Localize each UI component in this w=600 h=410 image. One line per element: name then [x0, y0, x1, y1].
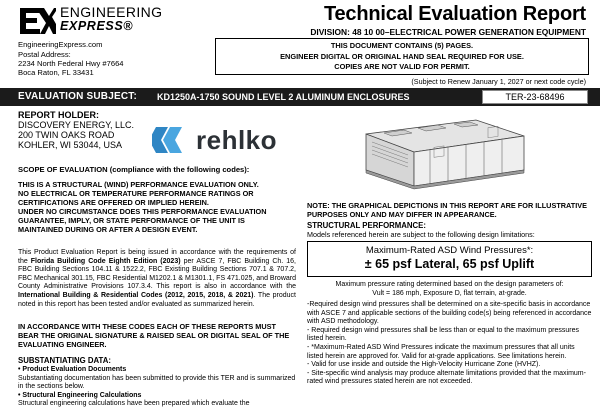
intro-text: per ASCE 7, FBC Building Ch. 16, FBC Building Sections 104.11 & 1522.2, FBC Existing Building Sections 707.1 & 707.2, FBC Mechanical 301.15, FBC Residential M1202.1 & M1301.1, FS 471.025, and Broward County Administrative Provisions 107.3.4. This report is also in accordance with the [18, 257, 296, 291]
enclosure-illustration [358, 112, 528, 192]
scope-line: THIS IS A STRUCTURAL (WIND) PERFORMANCE EVALUATION ONLY. [18, 180, 259, 189]
renewal-note: (Subject to Renew January 1, 2027 or next code cycle) [411, 77, 586, 86]
intro-code-name: Florida Building Code Eighth Edition (2023) [30, 257, 181, 265]
note-item: - Required design wind pressures shall be less than or equal to the maximum pressures listed herein. [307, 326, 579, 343]
substantiating-title: SUBSTANTIATING DATA: [18, 356, 111, 365]
holder-heading: REPORT HOLDER: [18, 110, 99, 120]
postal-label: Postal Address: [18, 50, 71, 59]
note-item: - Site-specific wind analysis may produce alternate limitations provided that the maximum-rated wind pressures stated herein are not exceeded. [307, 369, 586, 386]
scope-line: MAINTAINED DURING OR AFTER A DESIGN EVENT. [18, 225, 198, 234]
scope-line: CERTIFICATIONS ARE OFFERED OR IMPLIED HEREIN. [18, 198, 209, 207]
wind-pressure-label: Maximum-Rated ASD Wind Pressures*: [365, 245, 534, 256]
intro-text: This Product Evaluation Report is being issued in accordance with the requirements of the [18, 249, 296, 265]
basis-line: Maximum pressure rating determined based on the design parameters of: [335, 281, 564, 288]
note-item: - *Maximum-Rated ASD Wind Pressures indicate the maximum pressures that all units listed herein are approved for. Valid for at-grade applications. See limitations herein. [307, 343, 575, 360]
document-notice-box [215, 38, 589, 75]
holder-street: 200 TWIN OAKS ROAD [18, 130, 115, 140]
substantiating-list [18, 366, 296, 409]
substantiating-text: Substantiating documentation has been submitted to provide this TER and is summarized in the sections below. [18, 374, 296, 391]
address-line-2: Boca Raton, FL 33431 [18, 68, 94, 77]
scope-line: NO ELECTRICAL OR TEMPERATURE PERFORMANCE RATINGS OR [18, 189, 254, 198]
notice-line: THIS DOCUMENT CONTAINS (5) PAGES. [330, 41, 474, 50]
scope-statement [18, 180, 296, 234]
basis-line: Vult = 186 mph, Exposure D, flat terrain, at-grade. [372, 289, 527, 297]
scope-line: GUARANTEE, IMPLY, OR STATE PERFORMANCE OF THE UNIT IS [18, 216, 245, 225]
substantiating-item: • Product Evaluation Documents [18, 366, 127, 373]
substantiating-item: • Structural Engineering Calculations [18, 391, 142, 399]
note-item: - Valid for use inside and outside the High-Velocity Hurricane Zone (HVHZ). [307, 361, 541, 369]
note-item: -Required design wind pressures shall be determined on a site-specific basis in accordance with ASCE 7 and applicable sections of the building code(s) being referenced in accordance with ASD methodology. [307, 301, 592, 326]
subject-value: KD1250A-1750 SOUND LEVEL 2 ALUMINUM ENCLOSURES [157, 91, 410, 102]
graphic-disclaimer: NOTE: THE GRAPHICAL DEPICTIONS IN THIS REPORT ARE FOR ILLUSTRATIVE PURPOSES ONLY AND MAY DIFFER IN APPEARANCE. [307, 201, 587, 219]
website-link[interactable]: EngineeringExpress.com [18, 40, 103, 49]
performance-subtitle: Models referenced herein are subject to the following design limitations: [307, 230, 535, 239]
rehlko-wordmark: rehlko [196, 125, 278, 155]
subject-label: EVALUATION SUBJECT: [18, 91, 137, 102]
division-heading: DIVISION: 48 10 00–ELECTRICAL POWER GENERATION EQUIPMENT [310, 27, 586, 37]
logo-line-2: EXPRESS® [60, 19, 134, 33]
codes-seal-note: IN ACCORDANCE WITH THESE CODES EACH OF THESE REPORTS MUST BEAR THE ORIGINAL SIGNATURE & RAISED SEAL OR DIGITAL SEAL OF THE EVALUATING ENGINEER. [18, 322, 290, 349]
wind-pressure-value: ± 65 psf Lateral, 65 psf Uplift [364, 257, 535, 271]
notice-line: COPIES ARE NOT VALID FOR PERMIT. [334, 62, 470, 71]
holder-city: KOHLER, WI 53044, USA [18, 140, 123, 150]
rehlko-logo-icon [152, 125, 190, 155]
address-line-1: 2234 North Federal Hwy #7664 [18, 59, 124, 68]
evaluation-subject-bar [0, 88, 600, 106]
engineering-express-logo [18, 4, 163, 40]
intro-text: . The product noted in this report has been tested and/or evaluated as summarized herein. [18, 291, 296, 308]
holder-company: DISCOVERY ENERGY, LLC. [18, 120, 135, 130]
scope-line: UNDER NO CIRCUMSTANCE DOES THIS PERFORMANCE EVALUATION [18, 207, 267, 216]
report-title: Technical Evaluation Report [323, 3, 586, 25]
scope-title: SCOPE OF EVALUATION (compliance with the following codes): [18, 165, 250, 174]
ter-number: TER-23-68496 [482, 90, 588, 104]
substantiating-text: Structural engineering calculations have been prepared which evaluate the [18, 400, 250, 408]
wind-pressure-box [307, 241, 592, 277]
performance-title: STRUCTURAL PERFORMANCE: [307, 221, 426, 230]
intro-code-name: International Building & Residential Codes (2012, 2015, 2018, & 2021) [18, 291, 254, 299]
ee-logo-icon [18, 6, 56, 36]
rehlko-logo [152, 121, 292, 161]
performance-notes [307, 301, 592, 387]
notice-line: ENGINEER DIGITAL OR ORIGINAL HAND SEAL REQUIRED FOR USE. [280, 51, 524, 61]
logo-line-1: ENGINEERING [60, 4, 163, 20]
intro-paragraph [18, 249, 296, 309]
contact-info [18, 40, 218, 77]
design-basis [307, 281, 592, 298]
